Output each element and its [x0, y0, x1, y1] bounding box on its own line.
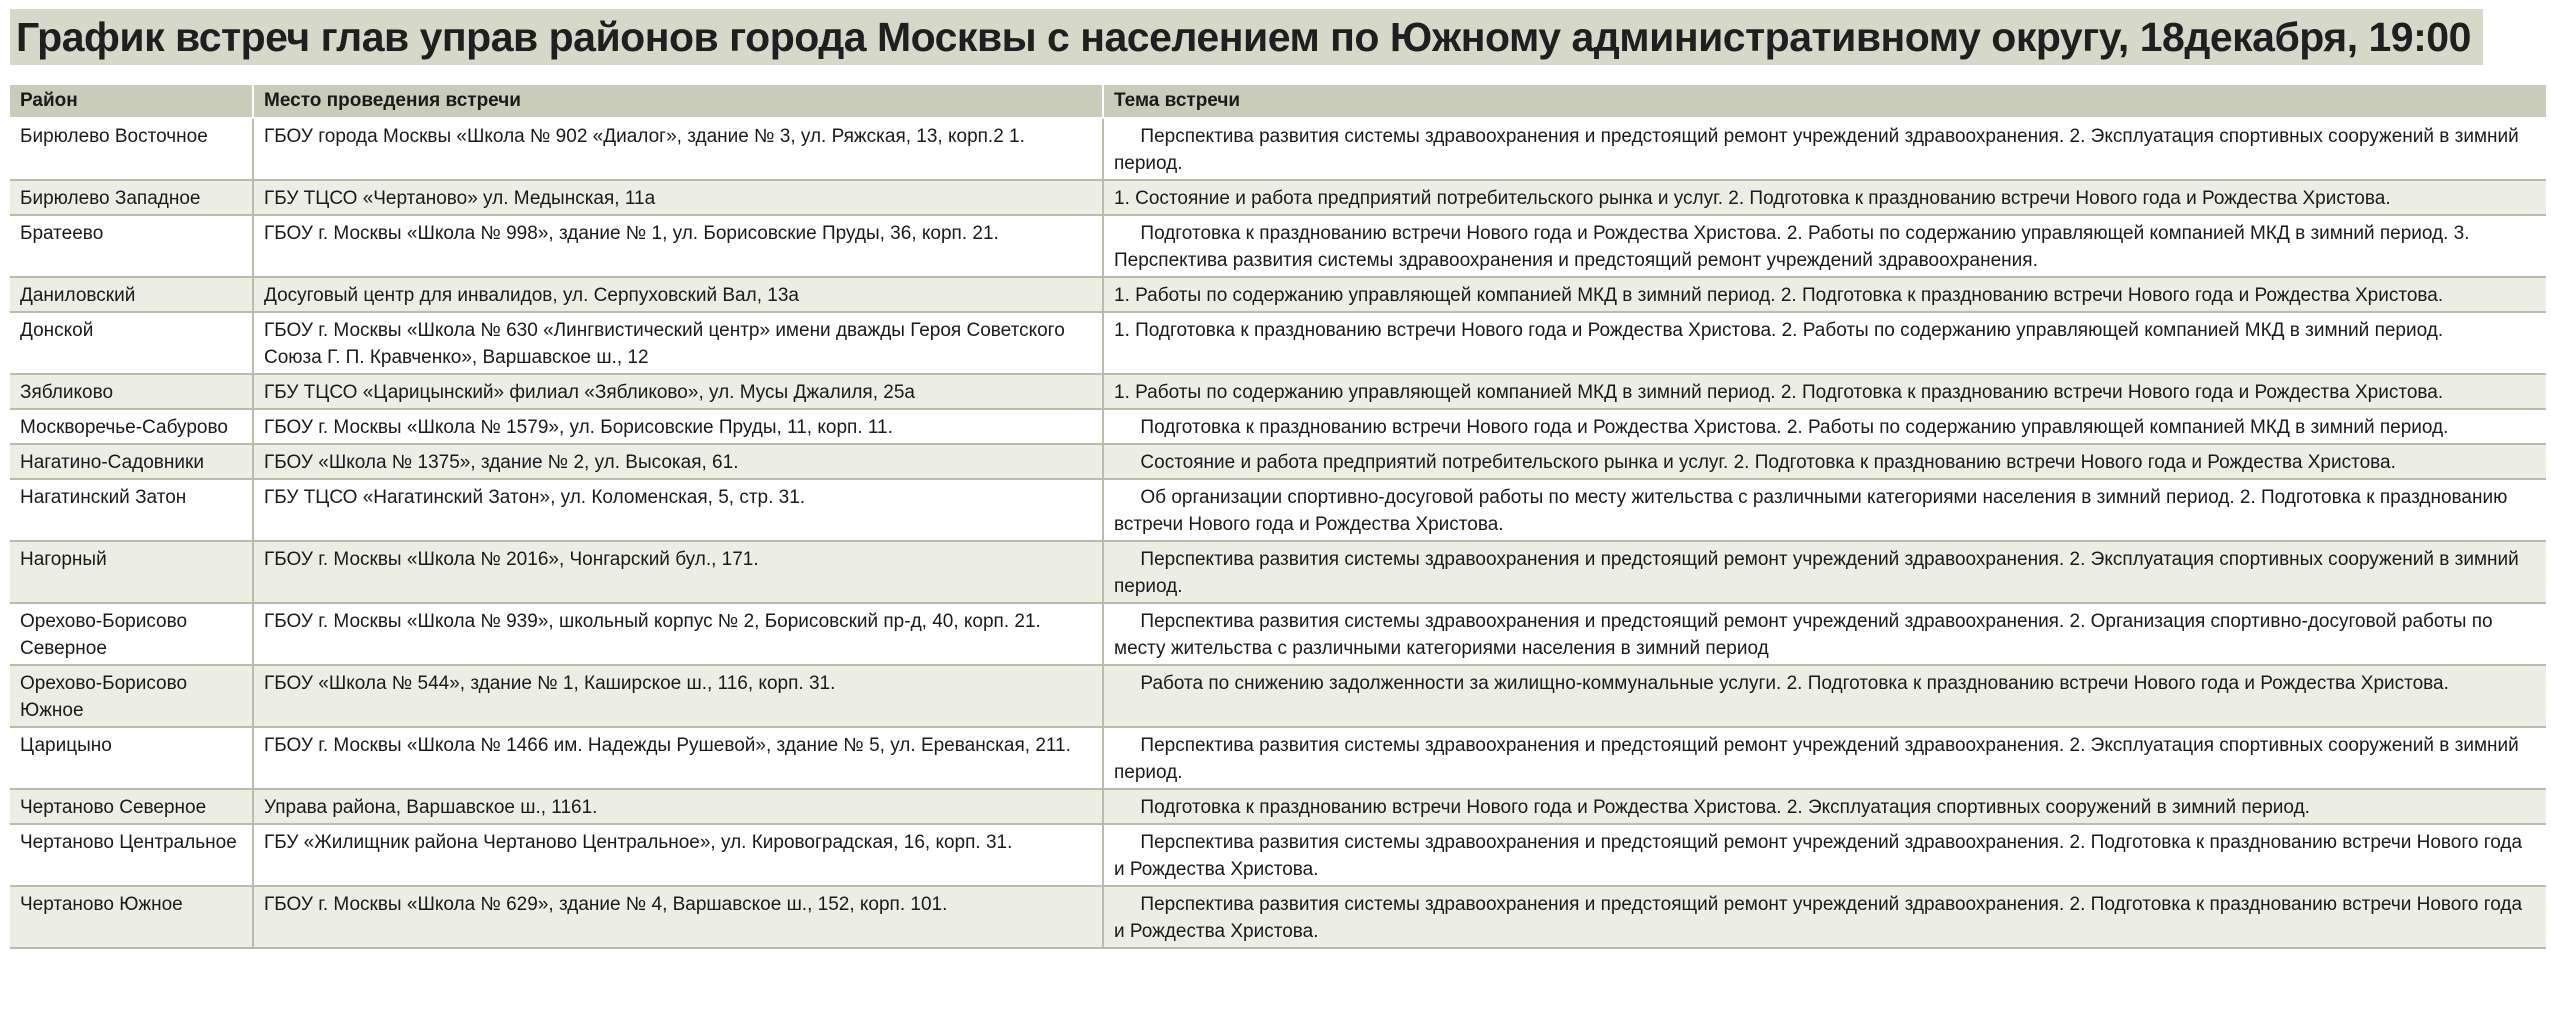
table-row [10, 886, 2546, 948]
table-row [10, 789, 2546, 824]
table-row [10, 312, 2546, 374]
cell-district: Зябликово [10, 374, 253, 409]
cell-district: Чертаново Южное [10, 886, 253, 948]
table-row [10, 374, 2546, 409]
table-header-row [10, 85, 2546, 118]
cell-venue: ГБОУ «Школа № 1375», здание № 2, ул. Высокая, 61. [253, 444, 1103, 479]
cell-district: Чертаново Северное [10, 789, 253, 824]
cell-venue: ГБУ ТЦСО «Чертаново» ул. Медынская, 11а [253, 180, 1103, 215]
meetings-table [10, 85, 2546, 949]
header-venue: Место проведения встречи [253, 85, 1103, 118]
table-row [10, 215, 2546, 277]
cell-topic: Перспектива развития системы здравоохранения и предстоящий ремонт учреждений здравоохранения. 2. Эксплуатация спортивных сооружений в зимний период. [1103, 541, 2546, 603]
cell-topic: Подготовка к празднованию встречи Нового года и Рождества Христова. 2. Эксплуатация спортивных сооружений в зимний период. [1103, 789, 2546, 824]
cell-district: Бирюлево Восточное [10, 118, 253, 180]
cell-topic: 1. Работы по содержанию управляющей компанией МКД в зимний период. 2. Подготовка к празднованию встречи Нового года и Рождества Христова. [1103, 277, 2546, 312]
cell-topic: Перспектива развития системы здравоохранения и предстоящий ремонт учреждений здравоохранения. 2. Эксплуатация спортивных сооружений в зимний период. [1103, 118, 2546, 180]
cell-venue: Управа района, Варшавское ш., 1161. [253, 789, 1103, 824]
cell-topic: Перспектива развития системы здравоохранения и предстоящий ремонт учреждений здравоохранения. 2. Подготовка к празднованию встречи Нового года и Рождества Христова. [1103, 886, 2546, 948]
cell-district: Нагатино-Садовники [10, 444, 253, 479]
cell-venue: ГБУ ТЦСО «Нагатинский Затон», ул. Коломенская, 5, стр. 31. [253, 479, 1103, 541]
cell-venue: ГБУ «Жилищник района Чертаново Центральное», ул. Кировоградская, 16, корп. 31. [253, 824, 1103, 886]
cell-topic: Об организации спортивно-досуговой работы по месту жительства с различными категориями населения в зимний период. 2. Подготовка к празднованию встречи Нового года и Рождества Христова. [1103, 479, 2546, 541]
cell-topic: Подготовка к празднованию встречи Нового года и Рождества Христова. 2. Работы по содержанию управляющей компанией МКД в зимний период. [1103, 409, 2546, 444]
cell-district: Нагатинский Затон [10, 479, 253, 541]
cell-topic: Подготовка к празднованию встречи Нового года и Рождества Христова. 2. Работы по содержанию управляющей компанией МКД в зимний период. 3. Перспектива развития системы здравоохранения и предстоящий ремонт учреждений здравоохранения. [1103, 215, 2546, 277]
cell-venue: ГБОУ «Школа № 544», здание № 1, Каширское ш., 116, корп. 31. [253, 665, 1103, 727]
cell-topic: Перспектива развития системы здравоохранения и предстоящий ремонт учреждений здравоохранения. 2. Подготовка к празднованию встречи Нового года и Рождества Христова. [1103, 824, 2546, 886]
cell-venue: ГБОУ г. Москвы «Школа № 630 «Лингвистический центр» имени дважды Героя Советского Союза Г. П. Кравченко», Варшавское ш., 12 [253, 312, 1103, 374]
cell-topic: 1. Работы по содержанию управляющей компанией МКД в зимний период. 2. Подготовка к празднованию встречи Нового года и Рождества Христова. [1103, 374, 2546, 409]
cell-district: Донской [10, 312, 253, 374]
title-banner [10, 9, 2483, 65]
cell-topic: Работа по снижению задолженности за жилищно-коммунальные услуги. 2. Подготовка к празднованию встречи Нового года и Рождества Христова. [1103, 665, 2546, 727]
table-row [10, 409, 2546, 444]
table-row [10, 180, 2546, 215]
cell-venue: ГБОУ г. Москвы «Школа № 1579», ул. Борисовские Пруды, 11, корп. 11. [253, 409, 1103, 444]
table-row [10, 444, 2546, 479]
cell-district: Москворечье-Сабурово [10, 409, 253, 444]
cell-district: Орехово-Борисово Южное [10, 665, 253, 727]
cell-venue: ГБУ ТЦСО «Царицынский» филиал «Зябликово», ул. Мусы Джалиля, 25а [253, 374, 1103, 409]
table-row [10, 665, 2546, 727]
table-row [10, 118, 2546, 180]
cell-venue: ГБОУ г. Москвы «Школа № 629», здание № 4, Варшавское ш., 152, корп. 101. [253, 886, 1103, 948]
table-row [10, 727, 2546, 789]
cell-district: Царицыно [10, 727, 253, 789]
cell-district: Чертаново Центральное [10, 824, 253, 886]
cell-district: Даниловский [10, 277, 253, 312]
header-district: Район [10, 85, 253, 118]
table-body [10, 118, 2546, 948]
cell-venue: ГБОУ г. Москвы «Школа № 939», школьный корпус № 2, Борисовский пр-д, 40, корп. 21. [253, 603, 1103, 665]
cell-district: Бирюлево Западное [10, 180, 253, 215]
cell-topic: 1. Состояние и работа предприятий потребительского рынка и услуг. 2. Подготовка к празднованию встречи Нового года и Рождества Христова. [1103, 180, 2546, 215]
header-topic: Тема встречи [1103, 85, 2546, 118]
cell-topic: Перспектива развития системы здравоохранения и предстоящий ремонт учреждений здравоохранения. 2. Эксплуатация спортивных сооружений в зимний период. [1103, 727, 2546, 789]
cell-district: Братеево [10, 215, 253, 277]
page-title: График встреч глав управ районов города Москвы с населением по Южному административному округу, 18декабря, 19:00 [16, 14, 2471, 60]
table-row [10, 603, 2546, 665]
table-row [10, 277, 2546, 312]
cell-topic: 1. Подготовка к празднованию встречи Нового года и Рождества Христова. 2. Работы по содержанию управляющей компанией МКД в зимний период. [1103, 312, 2546, 374]
cell-venue: ГБОУ г. Москвы «Школа № 998», здание № 1, ул. Борисовские Пруды, 36, корп. 21. [253, 215, 1103, 277]
cell-topic: Состояние и работа предприятий потребительского рынка и услуг. 2. Подготовка к празднованию встречи Нового года и Рождества Христова. [1103, 444, 2546, 479]
table-row [10, 479, 2546, 541]
cell-district: Нагорный [10, 541, 253, 603]
cell-topic: Перспектива развития системы здравоохранения и предстоящий ремонт учреждений здравоохранения. 2. Организация спортивно-досуговой работы по месту жительства с различными категориями населения в зимний период [1103, 603, 2546, 665]
table-row [10, 541, 2546, 603]
cell-venue: Досуговый центр для инвалидов, ул. Серпуховский Вал, 13а [253, 277, 1103, 312]
cell-venue: ГБОУ г. Москвы «Школа № 2016», Чонгарский бул., 171. [253, 541, 1103, 603]
cell-venue: ГБОУ г. Москвы «Школа № 1466 им. Надежды Рушевой», здание № 5, ул. Ереванская, 211. [253, 727, 1103, 789]
cell-district: Орехово-Борисово Северное [10, 603, 253, 665]
cell-venue: ГБОУ города Москвы «Школа № 902 «Диалог», здание № 3, ул. Ряжская, 13, корп.2 1. [253, 118, 1103, 180]
table-row [10, 824, 2546, 886]
